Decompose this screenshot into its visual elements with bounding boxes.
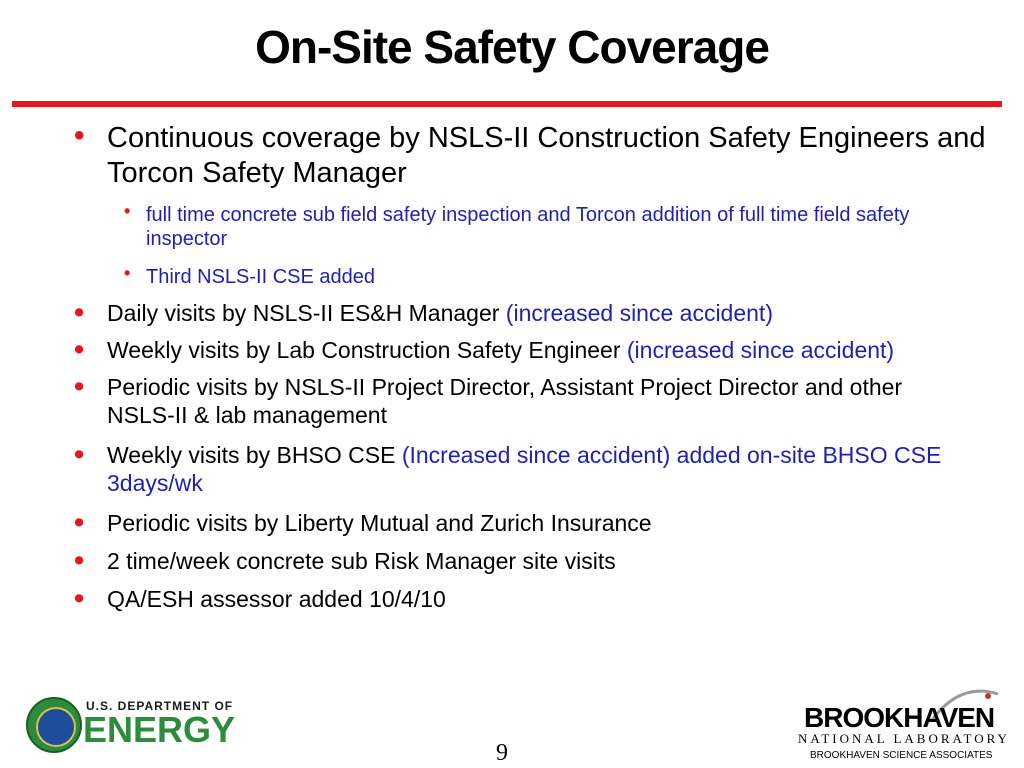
page-number: 9 — [496, 740, 508, 766]
list-item: • Third NSLS-II CSE added — [124, 263, 375, 288]
list-item: • Daily visits by NSLS-II ES&H Manager (increased since accident) — [74, 297, 773, 329]
bullet-icon: • — [124, 263, 131, 283]
bullet-icon: • — [74, 119, 85, 152]
list-item: • Periodic visits by Liberty Mutual and Zurich Insurance — [74, 507, 652, 539]
list-item: • Weekly visits by Lab Construction Safety Engineer (increased since accident) — [74, 334, 895, 366]
note-text: (increased since accident) — [626, 337, 895, 363]
bullet-icon: • — [124, 201, 131, 221]
bullet-icon: • — [74, 334, 85, 366]
list-item: • QA/ESH assessor added 10/4/10 — [74, 583, 446, 615]
list-item: • 2 time/week concrete sub Risk Manager site visits — [74, 545, 616, 577]
list-item: • full time concrete sub field safety inspection and Torcon addition of full time field safety inspector — [124, 201, 910, 250]
bullet-icon: • — [74, 297, 85, 329]
list-item: • Weekly visits by BHSO CSE (Increased since accident) added on-site BHSO CSE 3days/wk — [74, 439, 942, 496]
doe-seal-icon — [26, 697, 82, 753]
title-divider — [12, 101, 1002, 107]
slide-title: On-Site Safety Coverage — [255, 21, 769, 73]
list-item: • Continuous coverage by NSLS-II Construction Safety Engineers and Torcon Safety Manager — [74, 119, 986, 189]
bullet-icon: • — [74, 371, 85, 403]
bullet-icon: • — [74, 507, 85, 539]
bullet-icon: • — [74, 583, 85, 615]
brookhaven-logo: BROOKHAVEN NATIONAL LABORATORY BROOKHAVEN SCIENCE ASSOCIATES — [790, 688, 1010, 766]
note-text: (increased since accident) — [505, 300, 773, 326]
doe-logo: U.S. DEPARTMENT OF ENERGY — [26, 697, 236, 751]
bullet-icon: • — [74, 545, 85, 577]
note-text: (Increased since accident) added on-site BHSO CSE 3days/wk — [107, 442, 942, 496]
bullet-icon: • — [74, 439, 85, 471]
list-item: • Periodic visits by NSLS-II Project Director, Assistant Project Director and other NSLS-II & lab management — [74, 371, 903, 428]
